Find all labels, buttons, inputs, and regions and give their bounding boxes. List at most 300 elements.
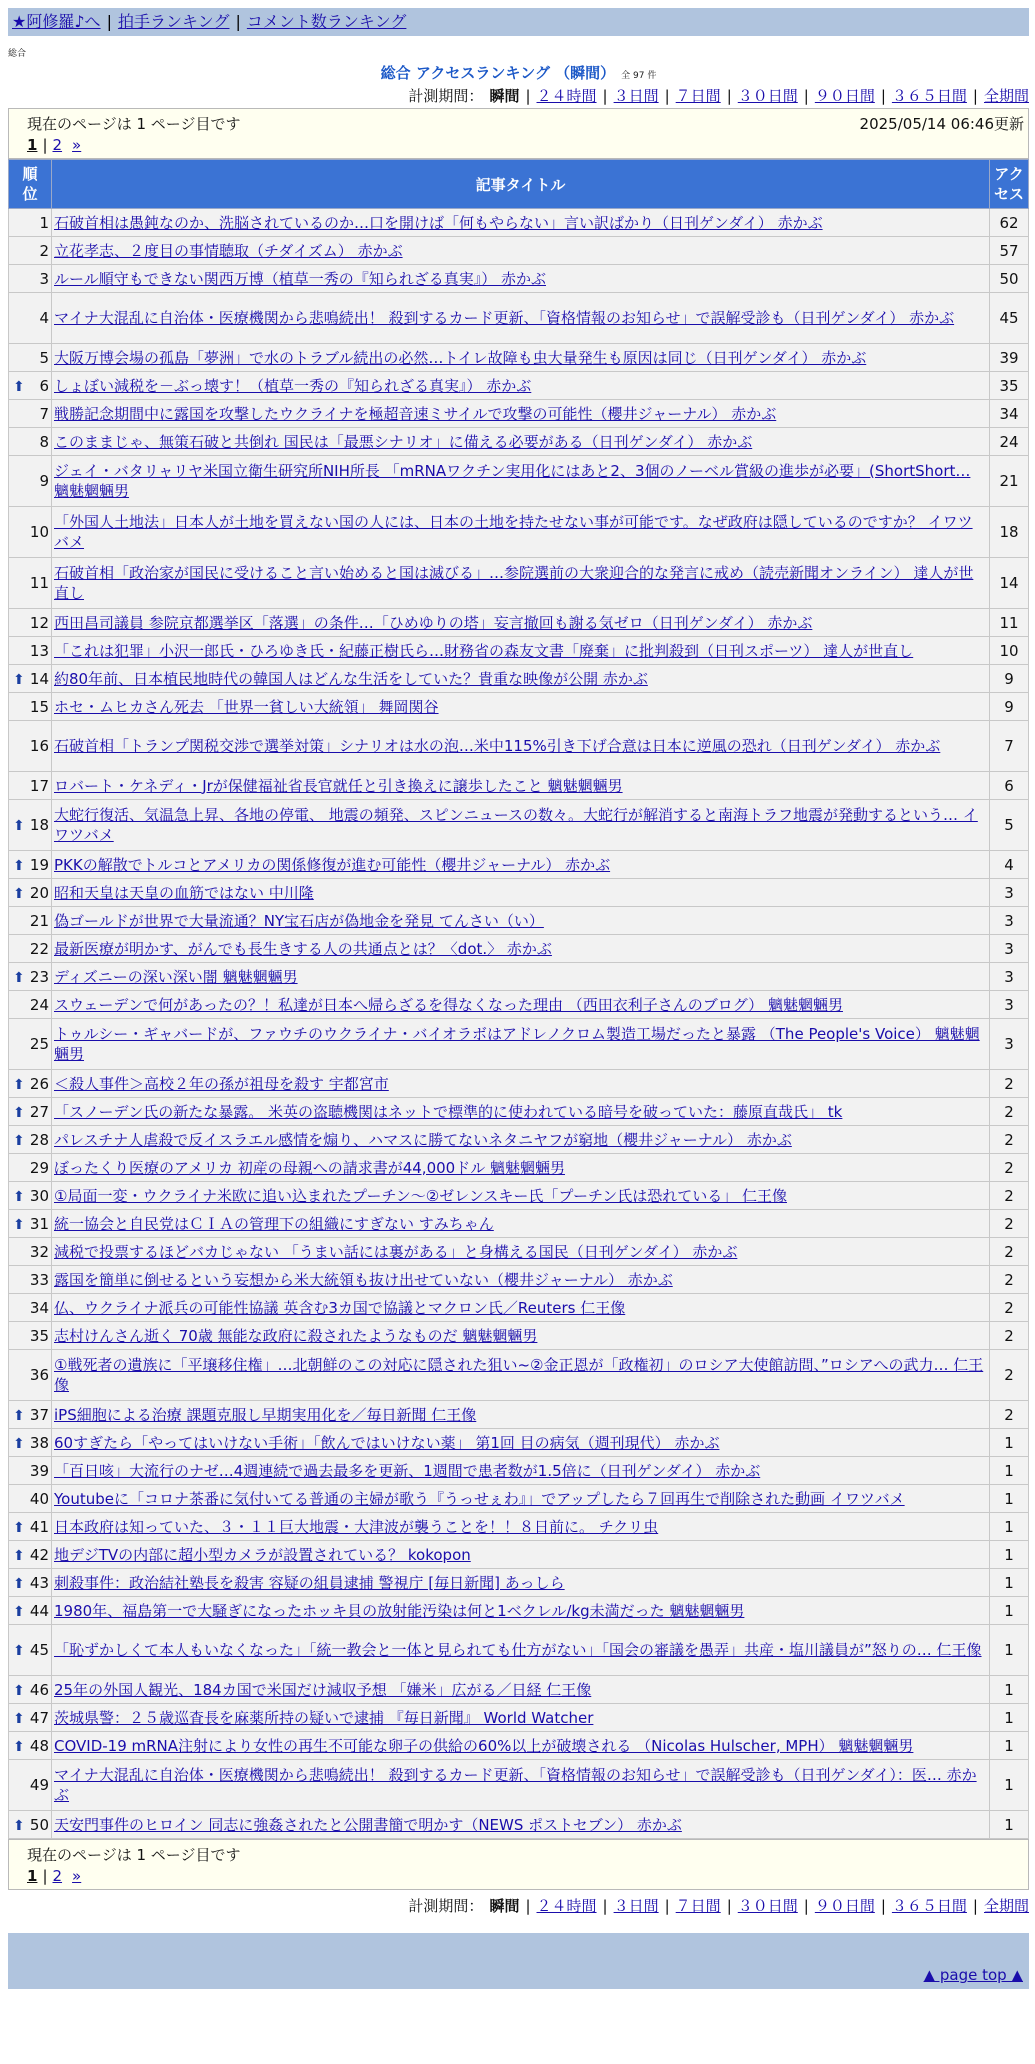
article-link[interactable]: ぼったくり医療のアメリカ 初産の母親への請求書が44,000ドル 魑魅魍魎男 xyxy=(54,1158,565,1177)
rank-cell xyxy=(9,1676,52,1704)
rank-cell xyxy=(9,1401,52,1429)
article-link[interactable]: ①局面一変・ウクライナ米欧に追い込まれたプーチン～②ゼレンスキー氏「プーチン氏は恐れている」 仁王像 xyxy=(54,1186,787,1205)
article-link[interactable]: 刺殺事件：政治結社塾長を殺害 容疑の組員逮捕 警視庁 [毎日新聞] あっしら xyxy=(54,1573,565,1592)
period-link[interactable]: ３日間 xyxy=(613,87,659,105)
table-row xyxy=(9,665,1029,693)
title-cell xyxy=(52,1350,990,1401)
rank-number: 16 xyxy=(29,737,49,755)
article-link[interactable]: マイナ大混乱に自治体・医療機関から悲鳴続出！ 殺到するカード更新、「資格情報のお知らせ」で誤解受診も（日刊ゲンダイ） 赤かぶ xyxy=(54,309,955,327)
rank-number: 48 xyxy=(29,1736,49,1755)
article-link[interactable]: 日本政府は知っていた、３・１１巨大地震・大津波が襲うことを！！８日前に。 チクリ虫 xyxy=(54,1517,659,1536)
article-link[interactable]: スウェーデンで何があったの？！私達が日本へ帰らざるを得なくなった理由 （西田衣利子さんのブログ） 魑魅魍魎男 xyxy=(54,995,843,1014)
title-cell xyxy=(52,1238,990,1266)
access-count: 50 xyxy=(990,265,1029,293)
access-count: 4 xyxy=(990,851,1029,879)
title-cell xyxy=(52,1401,990,1429)
table-row xyxy=(9,1732,1029,1760)
title-cell xyxy=(52,1811,990,1839)
nav-link-clap-ranking[interactable]: 拍手ランキング xyxy=(117,12,230,31)
article-link[interactable]: 「恥ずかしくて本人もいなくなった」「統一教会と一体と見られても仕方がない」「国会の審議を愚弄」共産・塩川議員が”怒りの… 仁王像 xyxy=(54,1641,982,1659)
table-row xyxy=(9,1569,1029,1597)
current-page-text: 現在のページは 1 ページ目です xyxy=(27,115,241,133)
title-cell xyxy=(52,609,990,637)
table-row xyxy=(9,1070,1029,1098)
period-link[interactable]: ３０日間 xyxy=(737,1897,798,1915)
access-count: 1 xyxy=(990,1569,1029,1597)
article-link[interactable]: 60すぎたら「やってはいけない手術」「飲んではいけない薬」 第1回 目の病気（週刊現代） 赤かぶ xyxy=(54,1433,720,1452)
article-link[interactable]: トゥルシー・ギャバードが、ファウチのウクライナ・バイオラボはアドレノクロム製造工場だったと暴露 （The People's Voice） 魑魅魍魎男 xyxy=(54,1025,980,1063)
table-row xyxy=(9,558,1029,609)
access-count: 2 xyxy=(990,1182,1029,1210)
article-link[interactable]: 石破首相は愚鈍なのか、洗脳されているのか…口を開けば「何もやらない」言い訳ばかり（日刊ゲンダイ） 赤かぶ xyxy=(54,213,823,232)
access-count: 2 xyxy=(990,1294,1029,1322)
title-cell xyxy=(52,293,990,344)
header-access: アクセス xyxy=(990,160,1029,209)
article-link[interactable]: 大阪万博会場の孤島「夢洲」で水のトラブル続出の必然…トイレ故障も虫大量発生も原因は同じ（日刊ゲンダイ） 赤かぶ xyxy=(54,348,867,367)
rank-number: 35 xyxy=(29,1326,49,1345)
rank-number: 47 xyxy=(29,1708,49,1727)
rank-cell xyxy=(9,507,52,558)
table-header-row xyxy=(9,160,1029,209)
rank-cell xyxy=(9,991,52,1019)
title-cell xyxy=(52,963,990,991)
rank-up-arrow-icon: ⬆ xyxy=(13,1682,25,1699)
rank-cell xyxy=(9,721,52,772)
access-count: 1 xyxy=(990,1457,1029,1485)
access-count: 3 xyxy=(990,935,1029,963)
pager-next[interactable]: » xyxy=(72,136,82,154)
ranking-table xyxy=(8,159,1029,1839)
access-count: 2 xyxy=(990,1350,1029,1401)
article-link[interactable]: 統一協会と自民党はＣＩＡの管理下の組織にすぎない すみちゃん xyxy=(54,1214,494,1233)
rank-cell xyxy=(9,963,52,991)
article-link[interactable]: 「百日咳」大流行のナゼ…4週連続で過去最多を更新、1週間で患者数が1.5倍に（日刊ゲンダイ） 赤かぶ xyxy=(54,1461,761,1480)
rank-number: 15 xyxy=(29,697,49,716)
article-link[interactable]: 減税で投票するほどバカじゃない 「うまい話には裏がある」と身構える国民（日刊ゲンダイ） 赤かぶ xyxy=(54,1242,738,1261)
table-row xyxy=(9,1238,1029,1266)
period-link[interactable]: ７日間 xyxy=(675,1897,721,1915)
table-row xyxy=(9,1760,1029,1811)
table-row xyxy=(9,1429,1029,1457)
rank-cell xyxy=(9,879,52,907)
period-label: 計測期間： xyxy=(408,87,484,105)
title-cell xyxy=(52,372,990,400)
rank-number: 19 xyxy=(29,855,49,874)
category-label: 総合 xyxy=(8,49,27,59)
rank-up-arrow-icon: ⬆ xyxy=(13,1435,25,1452)
rank-cell xyxy=(9,772,52,800)
rank-number: 42 xyxy=(29,1545,49,1564)
table-row xyxy=(9,693,1029,721)
period-link[interactable]: ３６５日間 xyxy=(891,1897,967,1915)
pager-page-2[interactable]: 2 xyxy=(52,136,63,154)
access-count: 1 xyxy=(990,1760,1029,1811)
period-separator: | xyxy=(525,1897,531,1915)
title-cell xyxy=(52,772,990,800)
rank-up-arrow-icon: ⬆ xyxy=(13,1188,25,1205)
rank-up-arrow-icon: ⬆ xyxy=(13,1407,25,1424)
rank-cell xyxy=(9,209,52,237)
title-cell xyxy=(52,1098,990,1126)
article-link[interactable]: 戦勝記念期間中に露国を攻撃したウクライナを極超音速ミサイルで攻撃の可能性（櫻井ジャーナル） 赤かぶ xyxy=(54,404,777,423)
table-row xyxy=(9,1266,1029,1294)
period-link[interactable]: ７日間 xyxy=(675,87,721,105)
table-row xyxy=(9,1322,1029,1350)
article-link[interactable]: PKKの解散でトルコとアメリカの関係修復が進む可能性（櫻井ジャーナル） 赤かぶ xyxy=(54,855,611,874)
period-separator: | xyxy=(803,87,809,105)
rank-number: 7 xyxy=(39,404,49,423)
rank-number: 2 xyxy=(39,241,49,260)
page-top-link[interactable]: ▲ page top ▲ xyxy=(923,1966,1023,1984)
table-row xyxy=(9,1597,1029,1625)
rank-up-arrow-icon: ⬆ xyxy=(13,885,25,902)
period-separator: | xyxy=(880,87,886,105)
period-link[interactable]: ９０日間 xyxy=(814,87,875,105)
title-cell xyxy=(52,693,990,721)
access-count: 3 xyxy=(990,991,1029,1019)
rank-number: 17 xyxy=(29,776,49,795)
access-count: 18 xyxy=(990,507,1029,558)
header-rank: 順位 xyxy=(9,160,52,209)
period-link[interactable]: ９０日間 xyxy=(814,1897,875,1915)
access-count: 1 xyxy=(990,1732,1029,1760)
article-link[interactable]: 「これは犯罪」小沢一郎氏・ひろゆき氏・紀藤正樹氏ら…財務省の森友文書「廃棄」に批判殺到（日刊スポーツ） 達人が世直し xyxy=(54,641,914,660)
rank-number: 40 xyxy=(29,1489,49,1508)
rank-cell xyxy=(9,935,52,963)
ranking-body xyxy=(9,209,1029,1839)
period-link[interactable]: 全期間 xyxy=(983,1897,1029,1915)
pager-top: 1 | 2 » xyxy=(27,136,82,154)
access-count: 1 xyxy=(990,1625,1029,1676)
rank-cell xyxy=(9,637,52,665)
period-separator: | xyxy=(602,1897,608,1915)
ranking-title-row xyxy=(8,62,1029,84)
access-count: 3 xyxy=(990,879,1029,907)
rank-number: 20 xyxy=(29,883,49,902)
title-cell xyxy=(52,1266,990,1294)
table-row xyxy=(9,344,1029,372)
title-cell xyxy=(52,1676,990,1704)
table-row xyxy=(9,935,1029,963)
rank-number: 38 xyxy=(29,1433,49,1452)
title-cell xyxy=(52,1070,990,1098)
title-cell xyxy=(52,1569,990,1597)
table-row xyxy=(9,1126,1029,1154)
access-count: 1 xyxy=(990,1429,1029,1457)
nav-separator: | xyxy=(235,12,241,31)
rank-number: 1 xyxy=(39,213,49,232)
rank-cell xyxy=(9,1126,52,1154)
rank-number: 26 xyxy=(29,1074,49,1093)
table-row xyxy=(9,1485,1029,1513)
rank-number: 27 xyxy=(29,1102,49,1121)
rank-cell xyxy=(9,1070,52,1098)
table-row xyxy=(9,1811,1029,1839)
title-cell xyxy=(52,507,990,558)
rank-cell xyxy=(9,1457,52,1485)
rank-cell xyxy=(9,1098,52,1126)
rank-cell xyxy=(9,1569,52,1597)
article-link[interactable]: 約80年前、日本植民地時代の韓国人はどんな生活をしていた？貴重な映像が公開 赤かぶ xyxy=(54,669,648,688)
rank-number: 49 xyxy=(29,1776,49,1794)
rank-number: 24 xyxy=(29,995,49,1014)
table-row xyxy=(9,772,1029,800)
rank-cell xyxy=(9,693,52,721)
rank-cell xyxy=(9,1732,52,1760)
title-cell xyxy=(52,456,990,507)
article-link[interactable]: 最新医療が明かす、がんでも長生きする人の共通点とは？〈dot.〉 赤かぶ xyxy=(54,939,552,958)
access-count: 9 xyxy=(990,665,1029,693)
article-link[interactable]: 立花孝志、２度目の事情聴取（チダイズム） 赤かぶ xyxy=(54,241,403,260)
rank-cell xyxy=(9,293,52,344)
rank-number: 36 xyxy=(29,1366,49,1384)
rank-up-arrow-icon: ⬆ xyxy=(13,969,25,986)
title-cell xyxy=(52,1322,990,1350)
title-cell xyxy=(52,1429,990,1457)
rank-cell xyxy=(9,609,52,637)
article-link[interactable]: 石破首相「トランプ関税交渉で選挙対策」シナリオは水の泡…米中115%引き下げ合意は日本に逆風の恐れ（日刊ゲンダイ） 赤かぶ xyxy=(54,737,941,755)
period-link[interactable]: ３日間 xyxy=(613,1897,659,1915)
title-cell xyxy=(52,1457,990,1485)
period-selector-top xyxy=(8,84,1029,108)
period-link[interactable]: ３６５日間 xyxy=(891,87,967,105)
access-count: 45 xyxy=(990,293,1029,344)
rank-up-arrow-icon: ⬆ xyxy=(13,1132,25,1149)
access-count: 3 xyxy=(990,1019,1029,1070)
article-link[interactable]: Youtubeに「コロナ茶番に気付いてる普通の主婦が歌う『うっせぇわ』」でアップしたら７回再生で削除された動画 イワツバメ xyxy=(54,1489,905,1508)
rank-up-arrow-icon: ⬆ xyxy=(13,818,25,834)
page xyxy=(8,8,1029,1989)
rank-cell xyxy=(9,558,52,609)
article-link[interactable]: 「スノーデン氏の新たな暴露。 米英の盗聴機関はネットで標準的に使われている暗号を破っていた：藤原直哉氏」 tk xyxy=(54,1102,843,1121)
rank-cell xyxy=(9,1597,52,1625)
article-link[interactable]: ①戦死者の遺族に「平壌移住権」…北朝鮮のこの対応に隠された狙い~②金正恩が「政権初」のロシア大使館訪問、”ロシアへの武力… 仁王像 xyxy=(54,1356,984,1394)
access-count: 2 xyxy=(990,1210,1029,1238)
title-cell xyxy=(52,1513,990,1541)
article-link[interactable]: 25年の外国人観光、184カ国で米国だけ減収予想 「嫌米」広がる／日経 仁王像 xyxy=(54,1680,592,1699)
article-link[interactable]: しょぼい減税を－ぶっ壊す！（植草一秀の『知られざる真実』） 赤かぶ xyxy=(54,376,532,395)
period-separator: | xyxy=(880,1897,886,1915)
rank-number: 4 xyxy=(39,309,49,327)
table-row xyxy=(9,1350,1029,1401)
rank-number: 33 xyxy=(29,1270,49,1289)
rank-cell xyxy=(9,1019,52,1070)
rank-cell xyxy=(9,1210,52,1238)
rank-up-arrow-icon: ⬆ xyxy=(13,1603,25,1620)
table-row xyxy=(9,1182,1029,1210)
rank-up-arrow-icon: ⬆ xyxy=(13,857,25,874)
title-cell xyxy=(52,991,990,1019)
rank-number: 14 xyxy=(29,669,49,688)
article-link[interactable]: 大蛇行復活、気温急上昇、各地の停電、 地震の頻発、スピンニュースの数々。大蛇行が解消すると南海トラフ地震が発動するという… イワツバメ xyxy=(54,806,978,844)
article-link[interactable]: 茨城県警：２５歳巡査長を麻薬所持の疑いで逮捕 『毎日新聞』 World Watcher xyxy=(54,1708,594,1727)
title-cell xyxy=(52,1210,990,1238)
rank-number: 5 xyxy=(39,348,49,367)
pager-page-2[interactable]: 2 xyxy=(52,1867,63,1885)
title-cell xyxy=(52,1154,990,1182)
article-link[interactable]: 天安門事件のヒロイン 同志に強姦されたと公開書簡で明かす（NEWS ポストセブン） 赤かぶ xyxy=(54,1815,682,1834)
rank-cell xyxy=(9,800,52,851)
access-count: 1 xyxy=(990,1485,1029,1513)
title-cell xyxy=(52,800,990,851)
rank-number: 28 xyxy=(29,1130,49,1149)
access-count: 2 xyxy=(990,1322,1029,1350)
title-cell xyxy=(52,637,990,665)
article-link[interactable]: 「外国人土地法」日本人が土地を買えない国の人には、日本の土地を持たせない事が可能です。なぜ政府は隠しているのですか？ イワツバメ xyxy=(54,513,973,551)
nav-link-comment-ranking[interactable]: コメント数ランキング xyxy=(246,12,407,31)
title-cell xyxy=(52,209,990,237)
table-row xyxy=(9,1704,1029,1732)
rank-number: 21 xyxy=(29,911,49,930)
access-count: 2 xyxy=(990,1098,1029,1126)
access-count: 3 xyxy=(990,963,1029,991)
article-link[interactable]: マイナ大混乱に自治体・医療機関から悲鳴続出！ 殺到するカード更新、「資格情報のお知らせ」で誤解受診も（日刊ゲンダイ）：医… 赤かぶ xyxy=(54,1766,977,1804)
period-separator: | xyxy=(803,1897,809,1915)
article-link[interactable]: ＜殺人事件＞高校２年の孫が祖母を殺す 宇都宮市 xyxy=(54,1074,389,1093)
rank-cell xyxy=(9,1266,52,1294)
access-count: 7 xyxy=(990,721,1029,772)
rank-number: 11 xyxy=(29,574,49,592)
article-link[interactable]: ロバート・ケネディ・Jrが保健福祉省長官就任と引き換えに譲歩したこと 魑魅魍魎男 xyxy=(54,776,623,795)
access-count: 1 xyxy=(990,1597,1029,1625)
article-link[interactable]: 昭和天皇は天皇の血筋ではない 中川隆 xyxy=(54,883,314,902)
article-link[interactable]: ルール順守もできない関西万博（植草一秀の『知られざる真実』） 赤かぶ xyxy=(54,269,546,288)
period-separator: | xyxy=(726,87,732,105)
period-link[interactable]: 全期間 xyxy=(983,87,1029,105)
footer-bar xyxy=(8,1933,1029,1961)
rank-number: 50 xyxy=(29,1815,49,1834)
title-cell xyxy=(52,1704,990,1732)
rank-number: 44 xyxy=(29,1601,49,1620)
rank-number: 18 xyxy=(29,816,49,834)
article-link[interactable]: 地デジTVの内部に超小型カメラが設置されている？ kokopon xyxy=(54,1545,471,1564)
title-cell xyxy=(52,265,990,293)
table-row xyxy=(9,1676,1029,1704)
rank-cell xyxy=(9,1704,52,1732)
access-count: 1 xyxy=(990,1811,1029,1839)
rank-number: 6 xyxy=(39,376,49,395)
rank-cell xyxy=(9,1322,52,1350)
access-count: 2 xyxy=(990,1401,1029,1429)
article-link[interactable]: ホセ・ムヒカさん死去 「世界一貧しい大統領」 舞岡関谷 xyxy=(54,697,439,716)
title-cell xyxy=(52,428,990,456)
table-row xyxy=(9,721,1029,772)
rank-number: 25 xyxy=(29,1035,49,1053)
article-link[interactable]: 偽ゴールドが世界で大量流通？NY宝石店が偽地金を発見 てんさい（い） xyxy=(54,911,544,930)
rank-up-arrow-icon: ⬆ xyxy=(13,1575,25,1592)
nav-link-asyura[interactable]: ★阿修羅♪へ xyxy=(12,12,101,31)
rank-cell xyxy=(9,1541,52,1569)
access-count: 2 xyxy=(990,1070,1029,1098)
title-cell xyxy=(52,935,990,963)
access-count: 21 xyxy=(990,456,1029,507)
title-cell xyxy=(52,1182,990,1210)
rank-cell xyxy=(9,456,52,507)
header-title: 記事タイトル xyxy=(52,160,990,209)
table-row xyxy=(9,209,1029,237)
rank-number: 43 xyxy=(29,1573,49,1592)
table-row xyxy=(9,1625,1029,1676)
article-link[interactable]: ジェイ・バタリャリヤ米国立衛生研究所NIH所長 「mRNAワクチン実用化にはあと2、3個のノーベル賞級の進歩が必要」(ShortShort… 魑魅魍魎男 xyxy=(54,462,971,500)
period-separator: | xyxy=(972,87,978,105)
period-separator: | xyxy=(972,1897,978,1915)
access-count: 39 xyxy=(990,344,1029,372)
table-row xyxy=(9,907,1029,935)
table-row xyxy=(9,1154,1029,1182)
access-count: 14 xyxy=(990,558,1029,609)
top-nav xyxy=(8,8,1029,36)
table-row xyxy=(9,1210,1029,1238)
table-row xyxy=(9,1457,1029,1485)
access-count: 3 xyxy=(990,907,1029,935)
table-row xyxy=(9,1098,1029,1126)
access-count: 34 xyxy=(990,400,1029,428)
article-link[interactable]: 仏、ウクライナ派兵の可能性協議 英含む3カ国で協議とマクロン氏／Reuters 仁王像 xyxy=(54,1298,626,1317)
rank-cell xyxy=(9,1429,52,1457)
article-link[interactable]: 露国を簡単に倒せるという妄想から米大統領も抜け出せていない（櫻井ジャーナル） 赤かぶ xyxy=(54,1270,673,1289)
article-link[interactable]: このままじゃ、無策石破と共倒れ 国民は「最悪シナリオ」に備える必要がある（日刊ゲンダイ） 赤かぶ xyxy=(54,432,753,451)
title-cell xyxy=(52,400,990,428)
rank-cell xyxy=(9,1154,52,1182)
title-cell xyxy=(52,1294,990,1322)
access-count: 35 xyxy=(990,372,1029,400)
ranking-title: 総合 アクセスランキング （瞬間） xyxy=(380,64,616,82)
period-link[interactable]: ３０日間 xyxy=(737,87,798,105)
period-link[interactable]: ２４時間 xyxy=(536,1897,597,1915)
period-link[interactable]: ２４時間 xyxy=(536,87,597,105)
rank-number: 41 xyxy=(29,1517,49,1536)
title-cell xyxy=(52,1597,990,1625)
rank-number: 30 xyxy=(29,1186,49,1205)
rank-number: 39 xyxy=(29,1461,49,1480)
rank-cell xyxy=(9,1238,52,1266)
rank-number: 12 xyxy=(29,613,49,632)
table-row xyxy=(9,265,1029,293)
title-cell xyxy=(52,851,990,879)
rank-up-arrow-icon: ⬆ xyxy=(13,1104,25,1121)
article-link[interactable]: パレスチナ人虐殺で反イスラエル感情を煽り、ハマスに勝てないネタニヤフが窮地（櫻井ジャーナル） 赤かぶ xyxy=(54,1130,792,1149)
table-row xyxy=(9,1019,1029,1070)
article-link[interactable]: iPS細胞による治療 課題克服し早期実用化を／毎日新聞 仁王像 xyxy=(54,1405,477,1424)
title-cell xyxy=(52,558,990,609)
rank-cell xyxy=(9,1513,52,1541)
rank-cell xyxy=(9,1182,52,1210)
rank-number: 45 xyxy=(29,1641,49,1659)
article-link[interactable]: 西田昌司議員 参院京都選挙区「落選」の条件…「ひめゆりの塔」妄言撤回も謝る気ゼロ（日刊ゲンダイ） 赤かぶ xyxy=(54,613,813,632)
pager-next[interactable]: » xyxy=(72,1867,82,1885)
access-count: 2 xyxy=(990,1266,1029,1294)
article-link[interactable]: 石破首相「政治家が国民に受けること言い始めると国は滅びる」…参院選前の大衆迎合的な発言に戒め（読売新聞オンライン） 達人が世直し xyxy=(54,564,974,602)
rank-number: 34 xyxy=(29,1298,49,1317)
total-count: 全 97 件 xyxy=(621,71,657,81)
access-count: 1 xyxy=(990,1676,1029,1704)
title-cell xyxy=(52,237,990,265)
rank-up-arrow-icon: ⬆ xyxy=(13,671,25,688)
article-link[interactable]: 1980年、福島第一で大騒ぎになったホッキ貝の放射能汚染は何と1ベクレル/kg未満だった 魑魅魍魎男 xyxy=(54,1601,745,1620)
article-link[interactable]: COVID-19 mRNA注射により女性の再生不可能な卵子の供給の60%以上が破壊される （Nicolas Hulscher, MPH） 魑魅魍魎男 xyxy=(54,1736,914,1755)
article-link[interactable]: 志村けんさん逝く 70歳 無能な政府に殺されたようなものだ 魑魅魍魎男 xyxy=(54,1326,538,1345)
table-row xyxy=(9,851,1029,879)
title-cell xyxy=(52,1732,990,1760)
rank-number: 22 xyxy=(29,939,49,958)
period-current: 瞬間 xyxy=(489,1897,520,1915)
rank-number: 46 xyxy=(29,1680,49,1699)
current-page-text: 現在のページは 1 ページ目です xyxy=(27,1846,241,1864)
article-link[interactable]: ディズニーの深い深い闇 魑魅魍魎男 xyxy=(54,967,298,986)
access-count: 6 xyxy=(990,772,1029,800)
table-row xyxy=(9,609,1029,637)
access-count: 1 xyxy=(990,1513,1029,1541)
